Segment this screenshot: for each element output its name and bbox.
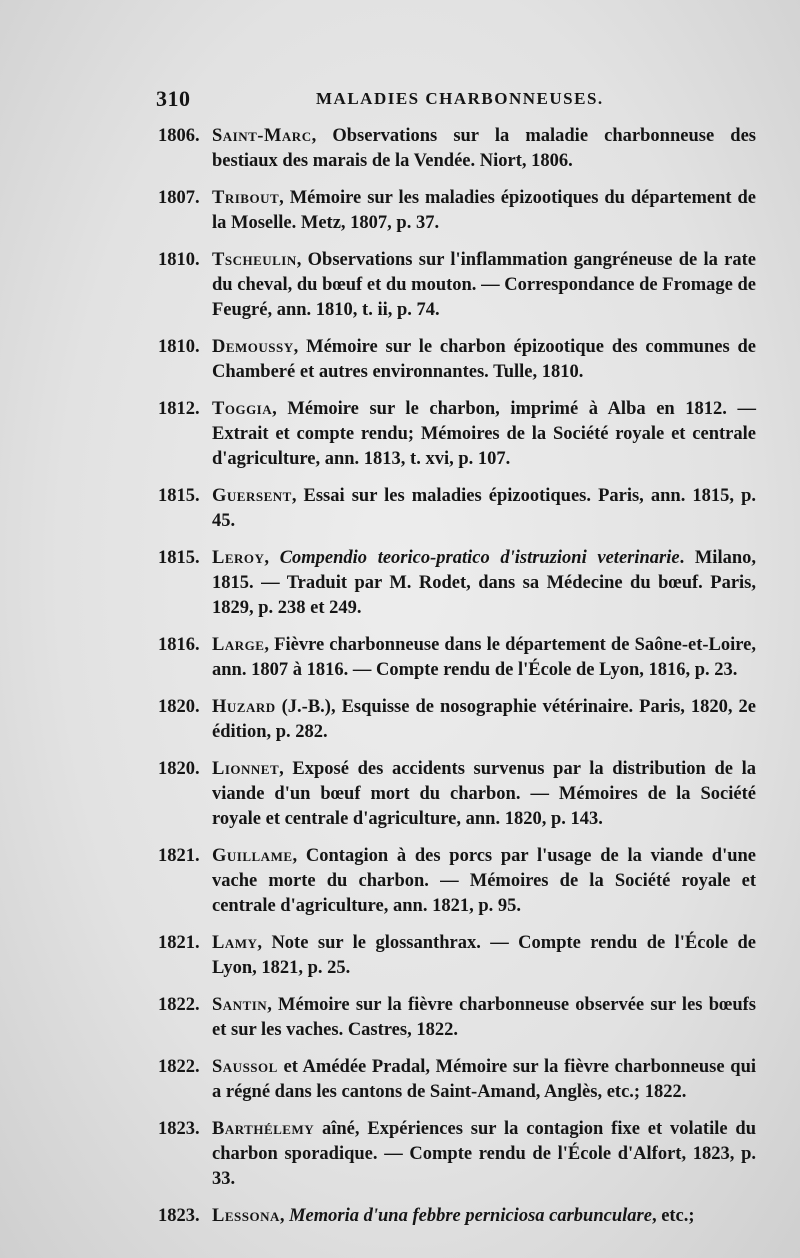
entry-author: Tribout [212, 188, 280, 208]
bibliography-list [158, 124, 756, 1241]
entry-author: Huzard [212, 697, 276, 717]
entry-year: 1810. [158, 250, 200, 270]
entry-text-after: , etc.; [651, 1206, 695, 1226]
entry-year: 1820. [158, 697, 200, 717]
entry-year: 1822. [158, 995, 200, 1015]
page-header [156, 86, 756, 116]
entry-year: 1815. [158, 548, 200, 568]
entry-title-italic: Compendio teorico-pratico d'istruzioni veterinarie [279, 548, 680, 568]
entry-text: (J.-B.), Esquisse de nosographie vétérinaire. Paris, 1820, 2e édition, p. 282. [212, 697, 756, 742]
bibliography-entry [158, 1204, 756, 1229]
entry-author: Toggia [212, 399, 273, 419]
bibliography-entry [158, 633, 756, 683]
entry-text: , Observations sur la maladie charbonneuse des bestiaux des marais de la Vendée. Niort, 1806. [212, 126, 756, 171]
entry-author: Lamy [212, 933, 258, 953]
entry-text: , Note sur le glossanthrax. — Compte rendu de l'École de Lyon, 1821, p. 25. [212, 933, 756, 978]
bibliography-entry [158, 124, 756, 174]
entry-author: Tscheulin [212, 250, 297, 270]
entry-author: Guillame [212, 846, 293, 866]
entry-year: 1812. [158, 399, 200, 419]
entry-text-before: , [279, 1206, 290, 1226]
page-number: 310 [156, 86, 191, 111]
entry-text: , Mémoire sur les maladies épizootiques du département de la Moselle. Metz, 1807, p. 37. [212, 188, 756, 233]
entry-year: 1815. [158, 486, 200, 506]
entry-year: 1816. [158, 635, 200, 655]
entry-text: et Amédée Pradal, Mémoire sur la fièvre charbonneuse qui a régné dans les cantons de Saint-Amand, Anglès, etc.; 1822. [212, 1057, 756, 1102]
bibliography-entry [158, 993, 756, 1043]
entry-text: , Observations sur l'inflammation gangréneuse de la rate du cheval, du bœuf et du mouton. — Correspondance de Fromage de Feugré, ann. 1810, t. ii, p. 74. [212, 250, 756, 320]
entry-year: 1820. [158, 759, 200, 779]
entry-year: 1822. [158, 1057, 200, 1077]
entry-text: , Fièvre charbonneuse dans le département de Saône-et-Loire, ann. 1807 à 1816. — Compte rendu de l'École de Lyon, 1816, p. 23. [212, 635, 756, 680]
entry-text-before: , [264, 548, 280, 568]
entry-author: Lessona [212, 1206, 280, 1226]
bibliography-entry [158, 186, 756, 236]
entry-author: Saint-Marc [212, 126, 312, 146]
entry-text: , Mémoire sur le charbon épizootique des communes de Chamberé et autres environnantes. Tulle, 1810. [212, 337, 756, 382]
running-title: MALADIES CHARBONNEUSES. [316, 89, 604, 108]
bibliography-entry [158, 335, 756, 385]
entry-year: 1821. [158, 933, 200, 953]
entry-author: Demoussy [212, 337, 294, 357]
bibliography-entry [158, 1117, 756, 1192]
entry-author: Guersent [212, 486, 292, 506]
bibliography-entry [158, 757, 756, 832]
entry-year: 1807. [158, 188, 200, 208]
bibliography-entry [158, 397, 756, 472]
entry-text: , Essai sur les maladies épizootiques. Paris, ann. 1815, p. 45. [212, 486, 756, 531]
entry-text-after: . Milano, 1815. — Traduit par M. Rodet, dans sa Médecine du bœuf. Paris, 1829, p. 238 et 249. [212, 548, 757, 618]
entry-text: , Mémoire sur la fièvre charbonneuse observée sur les bœufs et sur les vaches. Castres, 1822. [212, 995, 756, 1040]
entry-author: Lionnet [212, 759, 280, 779]
entry-year: 1810. [158, 337, 200, 357]
entry-author: Santin [212, 995, 268, 1015]
bibliography-entry [158, 248, 756, 323]
bibliography-entry [158, 695, 756, 745]
bibliography-entry [158, 931, 756, 981]
entry-text: , Exposé des accidents survenus par la distribution de la viande d'un bœuf mort du charbon. — Mémoires de la Société royale et centrale d'agriculture, ann. 1820, p. 143. [212, 759, 756, 829]
entry-year: 1806. [158, 126, 200, 146]
bibliography-entry [158, 844, 756, 919]
bibliography-entry [158, 546, 756, 621]
bibliography-entry [158, 1055, 756, 1105]
entry-author: Barthélemy [212, 1119, 315, 1139]
bibliography-entry [158, 484, 756, 534]
entry-text: , Mémoire sur le charbon, imprimé à Alba en 1812. — Extrait et compte rendu; Mémoires de la Société royale et centrale d'agriculture, ann. 1813, t. xvi, p. 107. [212, 399, 756, 469]
entry-author: Saussol [212, 1057, 278, 1077]
entry-text: , Contagion à des porcs par l'usage de la viande d'une vache morte du charbon. — Mémoires de la Société royale et centrale d'agriculture, ann. 1821, p. 95. [212, 846, 756, 916]
entry-year: 1821. [158, 846, 200, 866]
entry-title-italic: Memoria d'una febbre perniciosa carbunculare [289, 1206, 652, 1226]
entry-year: 1823. [158, 1206, 200, 1226]
entry-author: Leroy [212, 548, 265, 568]
entry-text: aîné, Expériences sur la contagion fixe et volatile du charbon sporadique. — Compte rendu de l'École d'Alfort, 1823, p. 33. [212, 1119, 756, 1189]
entry-author: Large [212, 635, 265, 655]
entry-year: 1823. [158, 1119, 200, 1139]
